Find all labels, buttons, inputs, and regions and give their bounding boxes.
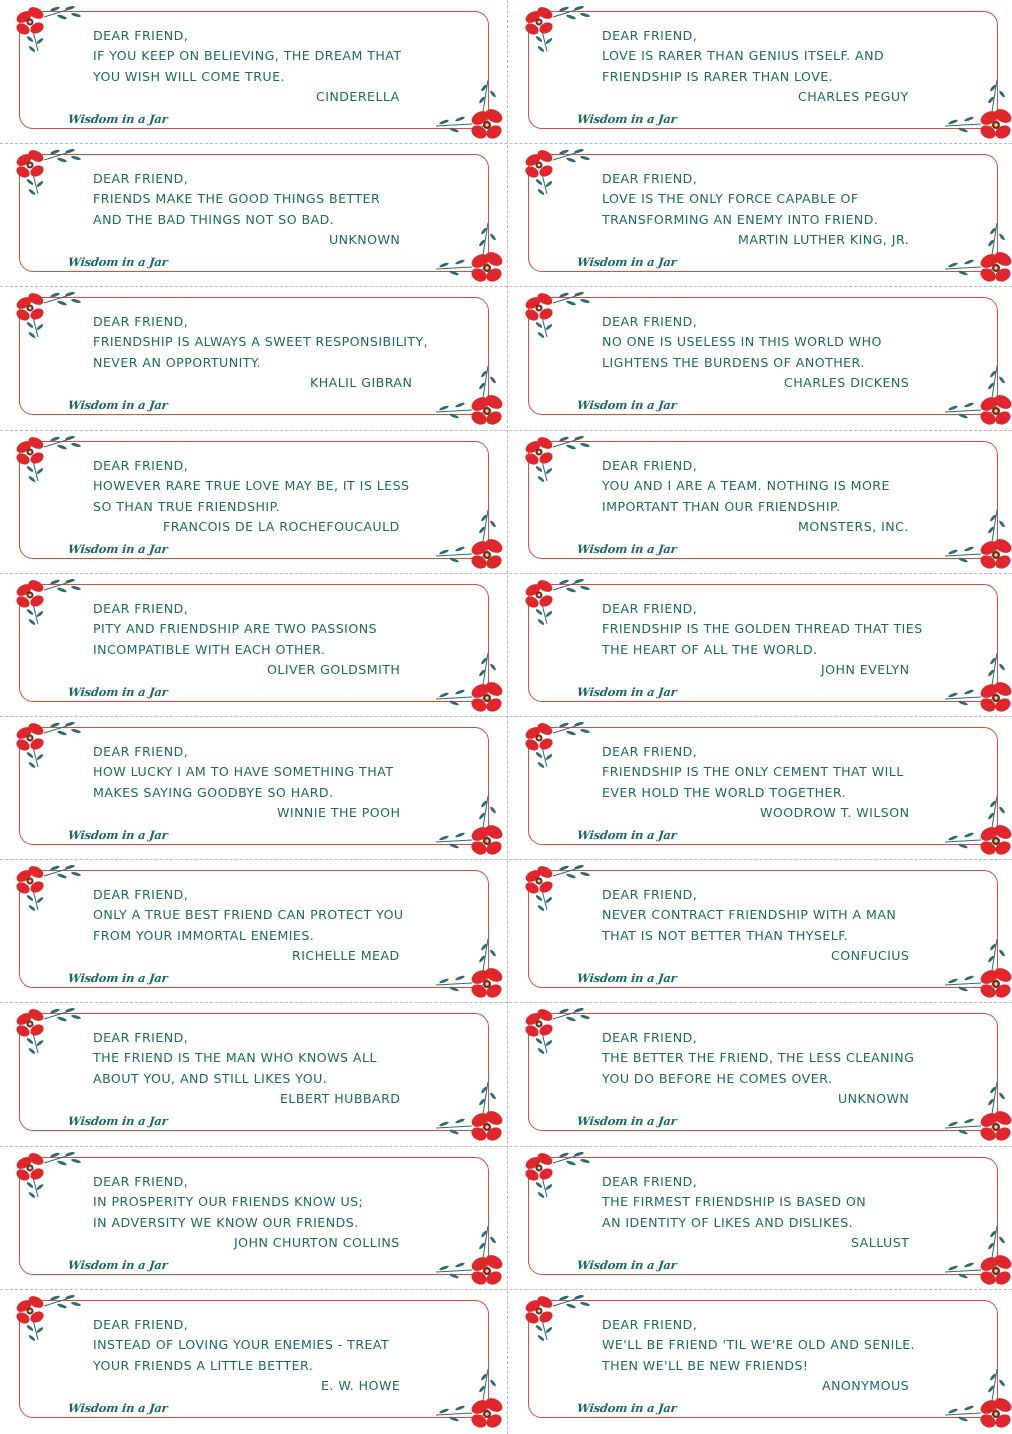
quote-card — [509, 716, 1012, 859]
card-greeting: DEAR FRIEND, — [93, 28, 189, 43]
card-greeting: DEAR FRIEND, — [602, 171, 698, 186]
quote-author: OLIVER GOLDSMITH — [267, 662, 401, 677]
quote-author: CHARLES PEGUY — [798, 89, 909, 104]
card-greeting: DEAR FRIEND, — [93, 744, 189, 759]
flower-decoration-icon — [941, 790, 1012, 858]
quote-line-1: LOVE IS RARER THAN GENIUS ITSELF. AND — [602, 48, 885, 63]
quote-author: ANONYMOUS — [822, 1378, 910, 1393]
card-greeting: DEAR FRIEND, — [602, 1317, 698, 1332]
brand-logo: Wisdom in a Jar — [67, 112, 169, 126]
quote-line-1: NEVER CONTRACT FRIENDSHIP WITH A MAN — [602, 907, 897, 922]
flower-decoration-icon — [941, 933, 1012, 1001]
quote-line-1: HOW LUCKY I AM TO HAVE SOMETHING THAT — [93, 764, 394, 779]
quote-card — [509, 859, 1012, 1002]
card-greeting: DEAR FRIEND, — [602, 458, 698, 473]
brand-logo: Wisdom in a Jar — [576, 255, 678, 269]
quote-line-2: LIGHTENS THE BURDENS OF ANOTHER. — [602, 355, 865, 370]
quote-line-2: AN IDENTITY OF LIKES AND DISLIKES. — [602, 1215, 854, 1230]
quote-card — [0, 430, 506, 573]
quote-card — [0, 1146, 506, 1289]
brand-logo: Wisdom in a Jar — [576, 1401, 678, 1415]
brand-logo: Wisdom in a Jar — [576, 112, 678, 126]
card-greeting: DEAR FRIEND, — [93, 1174, 189, 1189]
quote-author: JOHN EVELYN — [821, 662, 910, 677]
quote-line-2: ABOUT YOU, AND STILL LIKES YOU. — [93, 1071, 328, 1086]
quote-line-1: WE'LL BE FRIEND 'TIL WE'RE OLD AND SENILE. — [602, 1337, 916, 1352]
quote-line-2: AND THE BAD THINGS NOT SO BAD. — [93, 212, 335, 227]
horizontal-cut-line — [0, 286, 1012, 287]
quote-line-2: YOU WISH WILL COME TRUE. — [93, 69, 285, 84]
card-greeting: DEAR FRIEND, — [602, 28, 698, 43]
quote-line-1: IF YOU KEEP ON BELIEVING, THE DREAM THAT — [93, 48, 402, 63]
quote-line-1: FRIENDS MAKE THE GOOD THINGS BETTER — [93, 191, 381, 206]
quote-line-2: TRANSFORMING AN ENEMY INTO FRIEND. — [602, 212, 879, 227]
flower-decoration-icon — [519, 1292, 595, 1342]
card-greeting: DEAR FRIEND, — [93, 171, 189, 186]
quote-line-2: NEVER AN OPPORTUNITY. — [93, 355, 261, 370]
card-greeting: DEAR FRIEND, — [602, 601, 698, 616]
quote-line-2: INCOMPATIBLE WITH EACH OTHER. — [93, 642, 326, 657]
horizontal-cut-line — [0, 143, 1012, 144]
quote-card — [509, 573, 1012, 716]
flower-decoration-icon — [432, 933, 506, 1001]
horizontal-cut-line — [0, 1146, 1012, 1147]
quote-author: JOHN CHURTON COLLINS — [234, 1235, 400, 1250]
quote-line-2: EVER HOLD THE WORLD TOGETHER. — [602, 785, 847, 800]
quote-card — [0, 286, 506, 429]
flower-decoration-icon — [519, 1149, 595, 1199]
quote-card — [509, 1289, 1012, 1432]
flower-decoration-icon — [941, 647, 1012, 715]
flower-decoration-icon — [10, 146, 86, 196]
brand-logo: Wisdom in a Jar — [67, 828, 169, 842]
brand-logo: Wisdom in a Jar — [67, 1114, 169, 1128]
flower-decoration-icon — [10, 1149, 86, 1199]
horizontal-cut-line — [0, 859, 1012, 860]
quote-line-1: FRIENDSHIP IS THE GOLDEN THREAD THAT TIES — [602, 621, 923, 636]
quote-author: CHARLES DICKENS — [784, 375, 910, 390]
quote-author: CONFUCIUS — [831, 948, 910, 963]
card-greeting: DEAR FRIEND, — [93, 1317, 189, 1332]
quote-line-1: THE FIRMEST FRIENDSHIP IS BASED ON — [602, 1194, 867, 1209]
flower-decoration-icon — [432, 360, 506, 428]
brand-logo: Wisdom in a Jar — [67, 542, 169, 556]
quote-line-1: INSTEAD OF LOVING YOUR ENEMIES - TREAT — [93, 1337, 390, 1352]
quote-line-1: THE FRIEND IS THE MAN WHO KNOWS ALL — [93, 1050, 377, 1065]
flower-decoration-icon — [10, 1292, 86, 1342]
brand-logo: Wisdom in a Jar — [576, 971, 678, 985]
quote-line-2: MAKES SAYING GOODBYE SO HARD. — [93, 785, 334, 800]
flower-decoration-icon — [941, 1220, 1012, 1288]
quote-line-2: FRIENDSHIP IS RARER THAN LOVE. — [602, 69, 834, 84]
flower-decoration-icon — [10, 719, 86, 769]
quote-line-1: IN PROSPERITY OUR FRIENDS KNOW US; — [93, 1194, 364, 1209]
flower-decoration-icon — [432, 647, 506, 715]
quote-line-1: YOU AND I ARE A TEAM. NOTHING IS MORE — [602, 478, 890, 493]
quote-card — [0, 716, 506, 859]
flower-decoration-icon — [432, 217, 506, 285]
quote-line-2: YOU DO BEFORE HE COMES OVER. — [602, 1071, 833, 1086]
brand-logo: Wisdom in a Jar — [576, 1114, 678, 1128]
quote-line-2: THEN WE'LL BE NEW FRIENDS! — [602, 1358, 809, 1373]
quote-card — [509, 143, 1012, 286]
card-greeting: DEAR FRIEND, — [93, 601, 189, 616]
flower-decoration-icon — [519, 433, 595, 483]
horizontal-cut-line — [0, 1002, 1012, 1003]
quote-author: KHALIL GIBRAN — [310, 375, 413, 390]
card-greeting: DEAR FRIEND, — [93, 458, 189, 473]
quote-line-2: FROM YOUR IMMORTAL ENEMIES. — [93, 928, 315, 943]
quote-author: MONSTERS, INC. — [798, 519, 909, 534]
flower-decoration-icon — [10, 576, 86, 626]
brand-logo: Wisdom in a Jar — [576, 542, 678, 556]
card-greeting: DEAR FRIEND, — [602, 744, 698, 759]
card-greeting: DEAR FRIEND, — [602, 1174, 698, 1189]
flower-decoration-icon — [941, 217, 1012, 285]
quote-line-2: THE HEART OF ALL THE WORLD. — [602, 642, 818, 657]
quote-line-1: FRIENDSHIP IS THE ONLY CEMENT THAT WILL — [602, 764, 904, 779]
quote-line-1: LOVE IS THE ONLY FORCE CAPABLE OF — [602, 191, 859, 206]
quote-line-2: IMPORTANT THAN OUR FRIENDSHIP. — [602, 499, 841, 514]
quote-author: SALLUST — [851, 1235, 910, 1250]
brand-logo: Wisdom in a Jar — [576, 398, 678, 412]
flower-decoration-icon — [519, 862, 595, 912]
quote-author: WOODROW T. WILSON — [760, 805, 910, 820]
brand-logo: Wisdom in a Jar — [576, 685, 678, 699]
quote-card — [509, 430, 1012, 573]
flower-decoration-icon — [519, 289, 595, 339]
quote-author: RICHELLE MEAD — [292, 948, 400, 963]
quote-line-1: NO ONE IS USELESS IN THIS WORLD WHO — [602, 334, 882, 349]
brand-logo: Wisdom in a Jar — [67, 685, 169, 699]
quote-line-2: YOUR FRIENDS A LITTLE BETTER. — [93, 1358, 314, 1373]
quote-line-1: HOWEVER RARE TRUE LOVE MAY BE, IT IS LESS — [93, 478, 410, 493]
flower-decoration-icon — [519, 719, 595, 769]
horizontal-cut-line — [0, 716, 1012, 717]
horizontal-cut-line — [0, 1289, 1012, 1290]
brand-logo: Wisdom in a Jar — [576, 1258, 678, 1272]
quote-card — [0, 0, 506, 143]
horizontal-cut-line — [0, 430, 1012, 431]
quote-card — [0, 573, 506, 716]
flower-decoration-icon — [941, 74, 1012, 142]
flower-decoration-icon — [519, 576, 595, 626]
brand-logo: Wisdom in a Jar — [67, 255, 169, 269]
quote-author: CINDERELLA — [316, 89, 400, 104]
flower-decoration-icon — [519, 146, 595, 196]
brand-logo: Wisdom in a Jar — [67, 398, 169, 412]
horizontal-cut-line — [0, 573, 1012, 574]
quote-line-2: SO THAN TRUE FRIENDSHIP. — [93, 499, 281, 514]
flower-decoration-icon — [519, 1005, 595, 1055]
card-greeting: DEAR FRIEND, — [602, 887, 698, 902]
flower-decoration-icon — [10, 433, 86, 483]
quote-card — [509, 1146, 1012, 1289]
quote-author: UNKNOWN — [838, 1091, 910, 1106]
flower-decoration-icon — [10, 3, 86, 53]
quote-line-2: THAT IS NOT BETTER THAN THYSELF. — [602, 928, 849, 943]
quote-line-1: FRIENDSHIP IS ALWAYS A SWEET RESPONSIBILITY, — [93, 334, 429, 349]
flower-decoration-icon — [432, 1363, 506, 1431]
flower-decoration-icon — [10, 862, 86, 912]
quote-author: UNKNOWN — [329, 232, 401, 247]
card-greeting: DEAR FRIEND, — [93, 314, 189, 329]
quote-line-1: THE BETTER THE FRIEND, THE LESS CLEANING — [602, 1050, 915, 1065]
quote-card — [0, 1002, 506, 1145]
quote-author: ELBERT HUBBARD — [280, 1091, 401, 1106]
quote-card — [509, 0, 1012, 143]
brand-logo: Wisdom in a Jar — [67, 971, 169, 985]
quote-line-1: PITY AND FRIENDSHIP ARE TWO PASSIONS — [93, 621, 378, 636]
quote-author: WINNIE THE POOH — [277, 805, 401, 820]
card-greeting: DEAR FRIEND, — [93, 887, 189, 902]
flower-decoration-icon — [941, 1076, 1012, 1144]
flower-decoration-icon — [432, 1076, 506, 1144]
flower-decoration-icon — [432, 504, 506, 572]
brand-logo: Wisdom in a Jar — [576, 828, 678, 842]
quote-author: MARTIN LUTHER KING, JR. — [738, 232, 910, 247]
card-greeting: DEAR FRIEND, — [93, 1030, 189, 1045]
flower-decoration-icon — [10, 289, 86, 339]
quote-card — [0, 143, 506, 286]
flower-decoration-icon — [941, 1363, 1012, 1431]
brand-logo: Wisdom in a Jar — [67, 1258, 169, 1272]
flower-decoration-icon — [519, 3, 595, 53]
quote-author: FRANCOIS DE LA ROCHEFOUCAULD — [163, 519, 400, 534]
flower-decoration-icon — [432, 790, 506, 858]
flower-decoration-icon — [941, 504, 1012, 572]
flower-decoration-icon — [432, 1220, 506, 1288]
quote-card — [0, 859, 506, 1002]
quote-line-1: ONLY A TRUE BEST FRIEND CAN PROTECT YOU — [93, 907, 404, 922]
flower-decoration-icon — [941, 360, 1012, 428]
flower-decoration-icon — [10, 1005, 86, 1055]
card-greeting: DEAR FRIEND, — [602, 314, 698, 329]
brand-logo: Wisdom in a Jar — [67, 1401, 169, 1415]
vertical-cut-line — [507, 0, 508, 1434]
flower-decoration-icon — [432, 74, 506, 142]
card-greeting: DEAR FRIEND, — [602, 1030, 698, 1045]
quote-author: E. W. HOWE — [321, 1378, 401, 1393]
quote-card — [509, 286, 1012, 429]
quote-line-2: IN ADVERSITY WE KNOW OUR FRIENDS. — [93, 1215, 359, 1230]
quote-card — [509, 1002, 1012, 1145]
quote-card — [0, 1289, 506, 1432]
